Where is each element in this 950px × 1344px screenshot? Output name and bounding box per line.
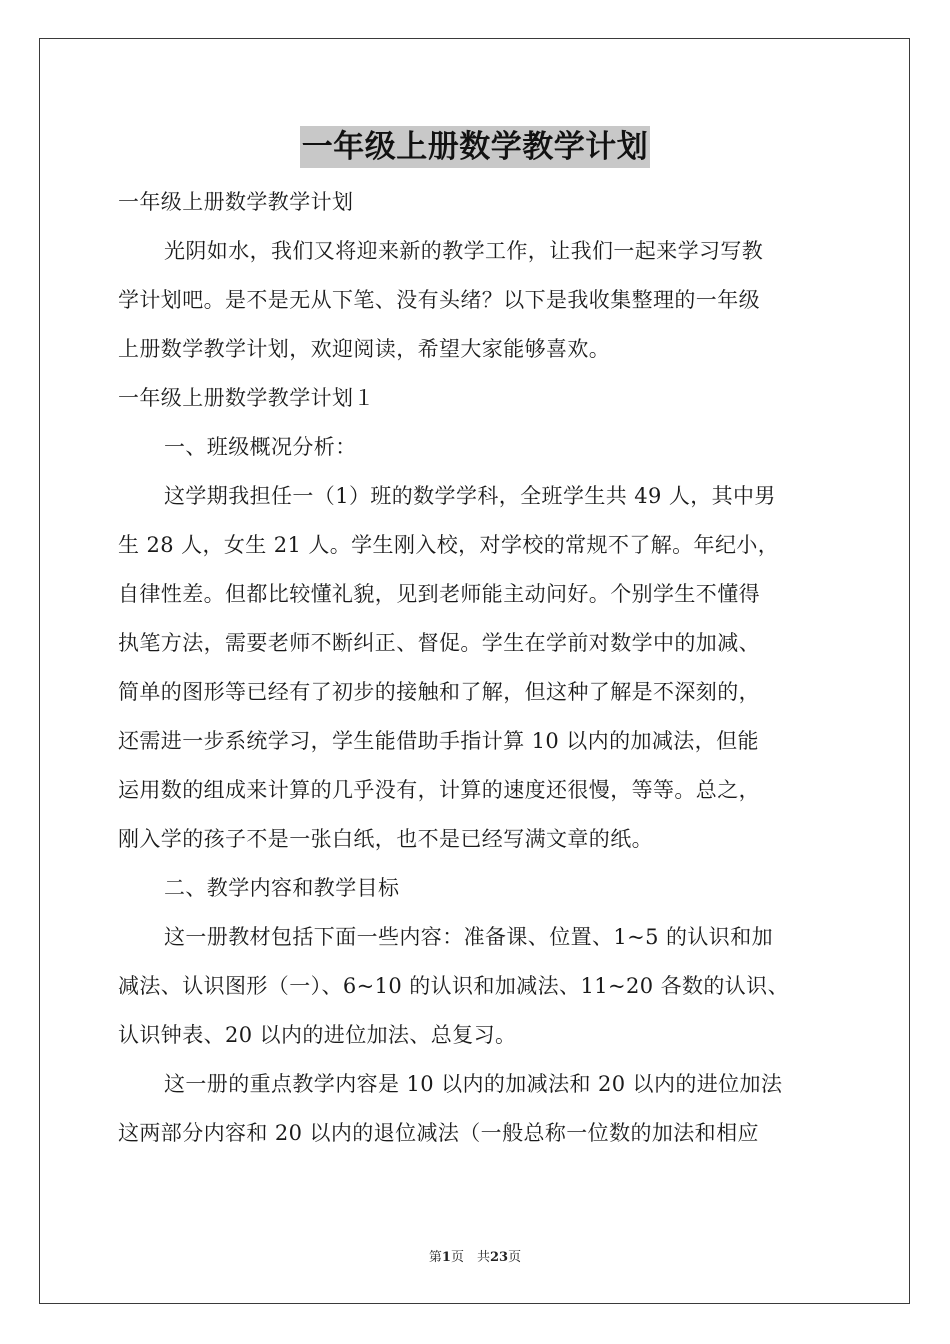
body-line: 光阴如水，我们又将迎来新的教学工作，让我们一起来学习写教 <box>164 239 764 263</box>
body-line: 自律性差。但都比较懂礼貌，见到老师能主动问好。个别学生不懂得 <box>118 582 760 606</box>
page-footer <box>0 1246 950 1265</box>
body-line: 刚入学的孩子不是一张白纸，也不是已经写满文章的纸。 <box>118 827 653 851</box>
title-container <box>0 126 950 168</box>
body-line: 上册数学教学计划，欢迎阅读，希望大家能够喜欢。 <box>118 337 611 361</box>
footer-page-number: 1 <box>441 1250 451 1265</box>
body-line: 生 28 人，女生 21 人。学生刚入校，对学校的常规不了解。年纪小， <box>118 533 780 557</box>
body-line: 还需进一步系统学习，学生能借助手指计算 10 以内的加减法，但能 <box>118 729 759 753</box>
footer-total-pages: 23 <box>489 1250 509 1265</box>
body-line: 一年级上册数学教学计划 <box>118 190 354 214</box>
body-line: 这学期我担任一（1）班的数学学科，全班学生共 49 人，其中男 <box>164 484 776 508</box>
body-line: 这一册教材包括下面一些内容：准备课、位置、1~5 的认识和加 <box>164 925 773 949</box>
footer-middle: 页 共 <box>450 1250 490 1265</box>
body-line: 二、教学内容和教学目标 <box>164 876 400 900</box>
body-line: 学计划吧。是不是无从下笔、没有头绪？以下是我收集整理的一年级 <box>118 288 760 312</box>
body-line: 减法、认识图形（一）、6~10 的认识和加减法、11~20 各数的认识、 <box>118 974 789 998</box>
body-line: 这两部分内容和 20 以内的退位减法（一般总称一位数的加法和相应 <box>118 1121 759 1145</box>
body-line: 一年级上册数学教学计划１ <box>118 386 375 410</box>
body-line: 简单的图形等已经有了初步的接触和了解，但这种了解是不深刻的， <box>118 680 760 704</box>
footer-prefix: 第 <box>428 1250 442 1265</box>
body-line: 认识钟表、20 以内的进位加法、总复习。 <box>118 1023 517 1047</box>
document-body <box>118 178 834 1158</box>
body-line: 运用数的组成来计算的几乎没有，计算的速度还很慢，等等。总之， <box>118 778 760 802</box>
body-line: 这一册的重点教学内容是 10 以内的加减法和 20 以内的进位加法 <box>164 1072 783 1096</box>
body-line: 执笔方法，需要老师不断纠正、督促。学生在学前对数学中的加减、 <box>118 631 760 655</box>
document-title: 一年级上册数学教学计划 <box>300 126 651 168</box>
body-line: 一、班级概况分析： <box>164 435 357 459</box>
footer-suffix: 页 <box>508 1250 522 1265</box>
